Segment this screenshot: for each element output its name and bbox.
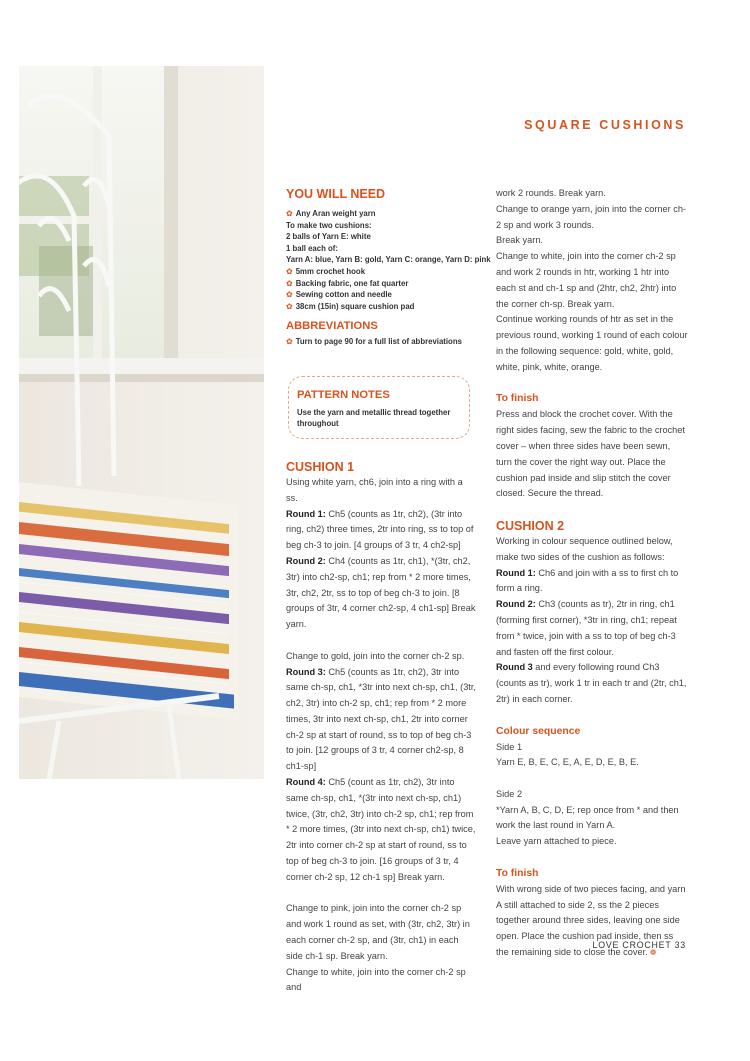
flower-bullet-icon: ✿ [286, 209, 293, 218]
side2-sequence: *Yarn A, B, C, D, E; rep once from * and then work the last round in Yarn A. [496, 804, 679, 831]
side1-sequence: Yarn E, B, E, C, E, A, E, D, E, B, E. [496, 757, 639, 768]
materials-item: To make two cushions: [286, 220, 372, 230]
pattern-notes-text: Use the yarn and metallic thread together throughout [297, 407, 451, 428]
continued-text: Change to white, join into the corner ch-2 sp and work 2 rounds in htr, working 1 htr into each st and ch-1 sp and (2htr, ch2, 2htr) into the corner ch-sp. Break yarn. [496, 251, 677, 309]
page-footer [540, 940, 686, 950]
column-right [496, 186, 688, 961]
flower-bullet-icon: ✿ [286, 266, 293, 276]
finish2-heading: To finish [496, 867, 539, 879]
materials-item: ✿ Any Aran weight yarn [286, 209, 376, 218]
cushion2-round2: Round 2: Ch3 (counts as tr), 2tr in ring, ch1 (forming first corner), *3tr in ring, ch1; repeat from * twice, join with a ss to top of beg ch-3 and fasten off the first colour. [496, 599, 677, 657]
flower-bullet-icon: ✿ [286, 278, 293, 288]
materials-item: 2 balls of Yarn E: white [286, 232, 371, 242]
cushion1-round3: Round 3: Ch5 (counts as 1tr, ch2), 3tr into same ch-sp, ch1, *3tr into next ch-sp, ch1, (3tr, ch2, 3tr) into ch-2 sp, ch1; rep from * 2 more times, 3tr into next ch-sp, ch1, 2tr into corner ch-2 sp at start of round, ss to top of beg ch-3 to join. [12 groups of 3 tr, 4 corner ch2-sp, 8 ch1-sp] [286, 666, 476, 772]
flower-bullet-icon: ✿ [286, 290, 293, 300]
continued-text: work 2 rounds. Break yarn. [496, 188, 606, 198]
cushion2-heading: CUSHION 2 [496, 518, 565, 533]
continued-text: Break yarn. [496, 235, 543, 246]
flower-bullet-icon: ✿ [286, 337, 293, 347]
abbreviations-heading: ABBREVIATIONS [286, 320, 378, 333]
cushion2-round3: Round 3 and every following round Ch3 (counts as tr), work 1 tr in each tr and (2tr, ch1, 2tr) in each corner. [496, 662, 687, 704]
continued-text: Change to orange yarn, join into the corner ch-2 sp and work 3 rounds. [496, 203, 686, 230]
finish1-text: Press and block the crochet cover. With the right sides facing, sew the fabric to the crochet cover – when three sides have been sewn, turn the cover the right way out. Place the cushion pad inside and slip stitch the cover closed. Secure the thread. [496, 409, 685, 499]
end-mark-icon: ❁ [647, 948, 657, 958]
pattern-notes-box [288, 376, 470, 439]
materials-item: ✿ Sewing cotton and needle [286, 290, 392, 300]
flower-bullet-icon: ✿ [286, 301, 293, 311]
materials-item: ✿ 38cm (15in) square cushion pad [286, 301, 415, 311]
cushion1-change-gold: Change to gold, join into the corner ch-2 sp. [286, 650, 465, 661]
you-will-need-heading: YOU WILL NEED [286, 187, 386, 201]
cushion2-round1: Round 1: Ch6 and join with a ss to first ch to form a ring. [496, 567, 679, 594]
cushion-photo-illustration [19, 66, 264, 779]
abbreviations-note: ✿ Turn to page 90 for a full list of abbreviations [286, 337, 462, 347]
continued-text: Continue working rounds of htr as set in the previous round, working 1 round of each colour in the following sequence: gold, white, gold, white, pink, white, orange. [496, 314, 688, 372]
colour-sequence-heading: Colour sequence [496, 725, 581, 737]
magazine-name: LOVE CROCHET [592, 940, 672, 950]
cushion1-heading: CUSHION 1 [286, 459, 355, 474]
pattern-notes-heading: PATTERN NOTES [297, 388, 390, 401]
cushion1-round1: Round 1: Ch5 (counts as 1tr, ch2), (3tr into ring, ch2) three times, 2tr into ring, ss to top of beg ch-3 to join. [4 groups of 3 tr, 4 ch2-sp] [286, 508, 474, 551]
cushion1-round4: Round 4: Ch5 (count as 1tr, ch2), 3tr into same ch-sp, ch1, *(3tr into next ch-sp, ch1) twice, (3tr, ch2, 3tr) into ch-2 sp, ch1; rep from * 2 more times, (3tr into next ch-sp, ch1) twice, 2tr into corner ch-2 sp at start of round, ss to top of beg ch-3 to join. [16 groups of 3 tr, 4 corner ch-2 sp, 12 ch-1 sp] Break yarn. [286, 777, 476, 882]
materials-item: ✿ Backing fabric, one fat quarter [286, 278, 409, 288]
cushion1-round2: Round 2: Ch4 (counts as 1tr, ch1), *(3tr, ch2, 3tr) into ch2-sp, ch1; rep from * 2 more times, 3tr, ch2, 2tr, ss to top of beg ch-3 to join. [8 groups of 3tr, 4 corner ch2-sp, 4 ch1-sp] Break yarn. [286, 555, 476, 630]
cushion1-change-white: Change to white, join into the corner ch-2 sp and [286, 966, 466, 993]
materials-item: 1 ball each of: [286, 243, 338, 253]
materials-item: ✿ 5mm crochet hook [286, 266, 366, 276]
page-title: SQUARE CUSHIONS [524, 118, 686, 132]
materials-list [286, 208, 491, 312]
cushion1-intro: Using white yarn, ch6, join into a ring with a ss. [286, 476, 463, 503]
side2-leave: Leave yarn attached to piece. [496, 836, 617, 847]
side2-label: Side 2 [496, 788, 523, 799]
side1-label: Side 1 [496, 741, 523, 752]
column-left [286, 186, 491, 996]
cushion1-change-pink: Change to pink, join into the corner ch-2 sp and work 1 round as set, with (3tr, ch2, 3tr) in each corner ch-2 sp, and (3tr, ch1) in each side ch-1 sp. Break yarn. [286, 903, 470, 961]
page-number: 33 [674, 940, 686, 950]
cushion2-intro: Working in colour sequence outlined below, make two sides of the cushion as follows: [496, 535, 673, 562]
finish1-heading: To finish [496, 393, 539, 405]
cushion-photo [19, 66, 264, 779]
finish2-text: With wrong side of two pieces facing, and yarn A still attached to side 2, ss the 2 pieces together around three sides, leaving one side open. Place the cushion pad inside, then ss the remaining side to close the cover. ❁ [496, 883, 686, 958]
materials-item: Yarn A: blue, Yarn B: gold, Yarn C: orange, Yarn D: pink [286, 255, 491, 265]
